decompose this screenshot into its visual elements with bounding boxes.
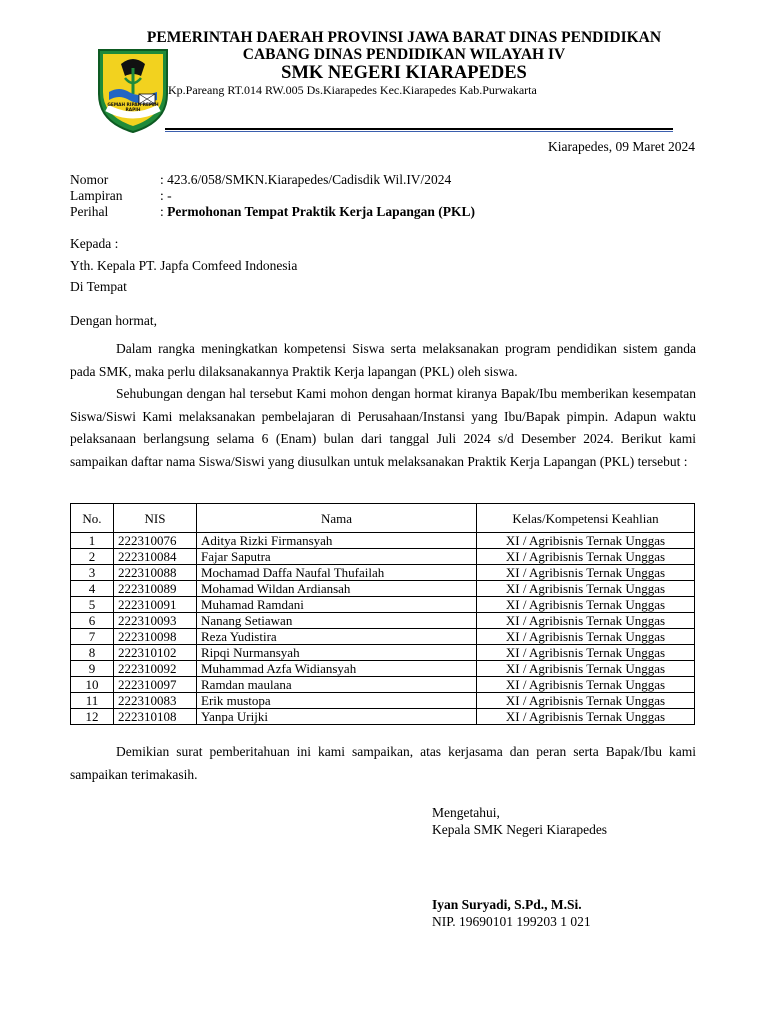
cell-no: 5	[71, 597, 114, 613]
cell-nama: Erik mustopa	[197, 693, 477, 709]
cell-no: 6	[71, 613, 114, 629]
col-header-nis: NIS	[114, 504, 197, 533]
cell-kelas: XI / Agribisnis Ternak Unggas	[477, 661, 695, 677]
col-header-nama: Nama	[197, 504, 477, 533]
signer-name: Iyan Suryadi, S.Pd., M.Si.	[432, 897, 582, 912]
cell-no: 9	[71, 661, 114, 677]
cell-no: 3	[71, 565, 114, 581]
table-row	[71, 645, 695, 661]
col-header-no: No.	[71, 504, 114, 533]
cell-kelas: XI / Agribisnis Ternak Unggas	[477, 581, 695, 597]
paragraph-1: Dalam rangka meningkatkan kompetensi Siswa serta melaksanakan program pendidikan sistem ganda pada SMK, maka perlu dilaksanakannya Praktik Kerja lapangan (PKL) oleh siswa.	[70, 341, 696, 379]
cell-nis: 222310108	[114, 709, 197, 725]
cell-kelas: XI / Agribisnis Ternak Unggas	[477, 693, 695, 709]
signer-nip: NIP. 19690101 199203 1 021	[432, 914, 591, 929]
cell-kelas: XI / Agribisnis Ternak Unggas	[477, 565, 695, 581]
cell-nis: 222310083	[114, 693, 197, 709]
cell-no: 10	[71, 677, 114, 693]
table-row	[71, 693, 695, 709]
table-row	[71, 661, 695, 677]
table-row	[71, 565, 695, 581]
table-row	[71, 709, 695, 725]
nomor-value: : 423.6/058/SMKN.Kiarapedes/Cadisdik Wil.IV/2024	[160, 172, 452, 187]
table-header-row	[71, 504, 695, 533]
table-row	[71, 533, 695, 549]
cell-nis: 222310097	[114, 677, 197, 693]
letterhead-line-2: CABANG DINAS PENDIDIKAN WILAYAH IV	[242, 46, 566, 63]
cell-kelas: XI / Agribisnis Ternak Unggas	[477, 613, 695, 629]
cell-nis: 222310084	[114, 549, 197, 565]
school-name: SMK NEGERI KIARAPEDES	[281, 63, 527, 83]
cell-nama: Reza Yudistira	[197, 629, 477, 645]
cell-kelas: XI / Agribisnis Ternak Unggas	[477, 597, 695, 613]
cell-nis: 222310088	[114, 565, 197, 581]
greeting: Dengan hormat,	[70, 313, 157, 328]
cell-nama: Mochamad Daffa Naufal Thufailah	[197, 565, 477, 581]
cell-nama: Fajar Saputra	[197, 549, 477, 565]
letterhead-rule-accent	[165, 131, 673, 132]
cell-nama: Mohamad Wildan Ardiansah	[197, 581, 477, 597]
cell-kelas: XI / Agribisnis Ternak Unggas	[477, 709, 695, 725]
cell-nama: Aditya Rizki Firmansyah	[197, 533, 477, 549]
lampiran-value: : -	[160, 188, 172, 203]
cell-no: 11	[71, 693, 114, 709]
cell-nis: 222310102	[114, 645, 197, 661]
cell-nama: Muhammad Azfa Widiansyah	[197, 661, 477, 677]
cell-nama: Muhamad Ramdani	[197, 597, 477, 613]
cell-nis: 222310089	[114, 581, 197, 597]
table-row	[71, 597, 695, 613]
cell-no: 2	[71, 549, 114, 565]
letterhead-rule	[165, 128, 673, 130]
lampiran-label: Lampiran	[70, 188, 123, 203]
table-row	[71, 613, 695, 629]
cell-no: 12	[71, 709, 114, 725]
table-row	[71, 677, 695, 693]
perihal-label: Perihal	[70, 204, 109, 219]
recipient-name: Yth. Kepala PT. Japfa Comfeed Indonesia	[70, 258, 298, 273]
student-table	[70, 503, 695, 725]
cell-nis: 222310091	[114, 597, 197, 613]
kepada-label: Kepada :	[70, 236, 119, 251]
cell-kelas: XI / Agribisnis Ternak Unggas	[477, 549, 695, 565]
table-row	[71, 629, 695, 645]
school-address: Kp.Pareang RT.014 RW.005 Ds.Kiarapedes Kec.Kiarapedes Kab.Purwakarta	[168, 83, 537, 97]
nomor-label: Nomor	[70, 172, 109, 187]
logo-motto: GEMAH RIPAH REPEH RAPIH	[107, 103, 159, 113]
cell-no: 1	[71, 533, 114, 549]
cell-nama: Ripqi Nurmansyah	[197, 645, 477, 661]
cell-no: 4	[71, 581, 114, 597]
student-table-body	[71, 533, 695, 725]
cell-kelas: XI / Agribisnis Ternak Unggas	[477, 533, 695, 549]
cell-nama: Yanpa Urijki	[197, 709, 477, 725]
paragraph-closing: Demikian surat pemberitahuan ini kami sampaikan, atas kerjasama dan peran serta Bapak/Ibu kami sampaikan terimakasih.	[70, 744, 696, 782]
perihal-line	[160, 204, 475, 220]
cell-no: 7	[71, 629, 114, 645]
cell-nama: Ramdan maulana	[197, 677, 477, 693]
perihal-separator: :	[160, 204, 168, 219]
paragraph-2: Sehubungan dengan hal tersebut Kami mohon dengan hormat kiranya Bapak/Ibu memberikan kesempatan Siswa/Siswi Kami melaksanakan pembelajaran di Perusahaan/Instansi yang Ibu/Bapak pimpin. Adapun waktu pelaksanaan berlangsung selama 6 (Enam) bulan dari tanggal Juli 2024 s/d Desember 2024. Berikut kami sampaikan daftar nama Siswa/Siswi yang diusulkan untuk melaksanakan Praktik Kerja Lapangan (PKL) tersebut :	[70, 386, 696, 469]
cell-nis: 222310093	[114, 613, 197, 629]
cell-nis: 222310098	[114, 629, 197, 645]
cell-kelas: XI / Agribisnis Ternak Unggas	[477, 629, 695, 645]
letterhead-line-1: PEMERINTAH DAERAH PROVINSI JAWA BARAT DINAS PENDIDIKAN	[146, 29, 662, 46]
perihal-value: Permohonan Tempat Praktik Kerja Lapangan (PKL)	[167, 204, 476, 219]
cell-no: 8	[71, 645, 114, 661]
cell-kelas: XI / Agribisnis Ternak Unggas	[477, 645, 695, 661]
mengetahui-label: Mengetahui,	[432, 805, 500, 820]
table-row	[71, 549, 695, 565]
cell-nis: 222310092	[114, 661, 197, 677]
cell-nama: Nanang Setiawan	[197, 613, 477, 629]
col-header-kelas: Kelas/Kompetensi Keahlian	[477, 504, 695, 533]
letter-date: Kiarapedes, 09 Maret 2024	[548, 139, 695, 154]
signer-title: Kepala SMK Negeri Kiarapedes	[432, 822, 608, 837]
recipient-place: Di Tempat	[70, 279, 127, 294]
cell-kelas: XI / Agribisnis Ternak Unggas	[477, 677, 695, 693]
cell-nis: 222310076	[114, 533, 197, 549]
table-row	[71, 581, 695, 597]
